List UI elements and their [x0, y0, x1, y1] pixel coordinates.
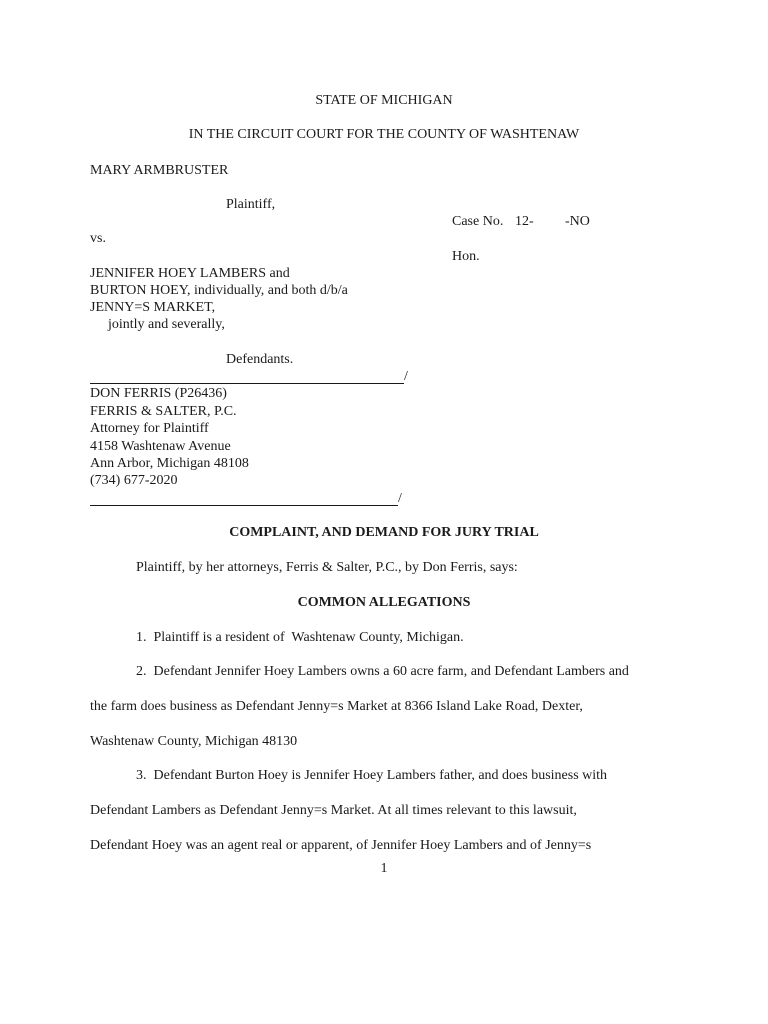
attorney-line: FERRIS & SALTER, P.C.	[90, 404, 237, 419]
plaintiff-role: Plaintiff,	[226, 197, 276, 212]
intro-paragraph: Plaintiff, by her attorneys, Ferris & Salter, P.C., by Don Ferris, says:	[136, 560, 518, 575]
allegation-line: 1. Plaintiff is a resident of Washtenaw County, Michigan.	[136, 630, 464, 645]
page-number: 1	[380, 861, 388, 876]
case-number-label: Case No.	[452, 214, 504, 229]
section-heading: COMMON ALLEGATIONS	[297, 595, 471, 610]
plaintiff-name: MARY ARMBRUSTER	[90, 163, 229, 178]
attorney-line: Ann Arbor, Michigan 48108	[90, 456, 249, 471]
versus: vs.	[90, 231, 106, 246]
case-number-suffix: -NO	[565, 214, 590, 229]
attorney-line: (734) 677-2020	[90, 473, 178, 488]
state-heading: STATE OF MICHIGAN	[315, 93, 453, 108]
attorney-divider-slash: /	[398, 491, 402, 506]
judge-label: Hon.	[452, 249, 480, 264]
attorney-divider	[90, 505, 398, 506]
court-heading: IN THE CIRCUIT COURT FOR THE COUNTY OF WASHTENAW	[188, 127, 580, 142]
allegation-line: Washtenaw County, Michigan 48130	[90, 734, 298, 749]
attorney-line: 4158 Washtenaw Avenue	[90, 439, 231, 454]
defendant-role: Defendants.	[226, 352, 294, 367]
defendant-line: JENNY=S MARKET,	[90, 300, 216, 315]
document-title: COMPLAINT, AND DEMAND FOR JURY TRIAL	[229, 525, 539, 540]
allegation-line: Defendant Hoey was an agent real or apparent, of Jennifer Hoey Lambers and of Jenny=s	[90, 838, 592, 853]
allegation-line: 2. Defendant Jennifer Hoey Lambers owns a 60 acre farm, and Defendant Lambers and	[136, 664, 629, 679]
caption-divider	[90, 383, 404, 384]
allegation-line: Defendant Lambers as Defendant Jenny=s Market. At all times relevant to this lawsuit,	[90, 803, 577, 818]
allegation-line: the farm does business as Defendant Jenny=s Market at 8366 Island Lake Road, Dexter,	[90, 699, 583, 714]
defendant-line: JENNIFER HOEY LAMBERS and	[90, 266, 290, 281]
attorney-line: DON FERRIS (P26436)	[90, 386, 227, 401]
caption-divider-slash: /	[404, 369, 408, 384]
attorney-line: Attorney for Plaintiff	[90, 421, 209, 436]
allegation-line: 3. Defendant Burton Hoey is Jennifer Hoey Lambers father, and does business with	[136, 768, 608, 783]
defendant-line: BURTON HOEY, individually, and both d/b/a	[90, 283, 348, 298]
defendant-line: jointly and severally,	[108, 317, 225, 332]
case-number-value: 12-	[515, 214, 534, 229]
